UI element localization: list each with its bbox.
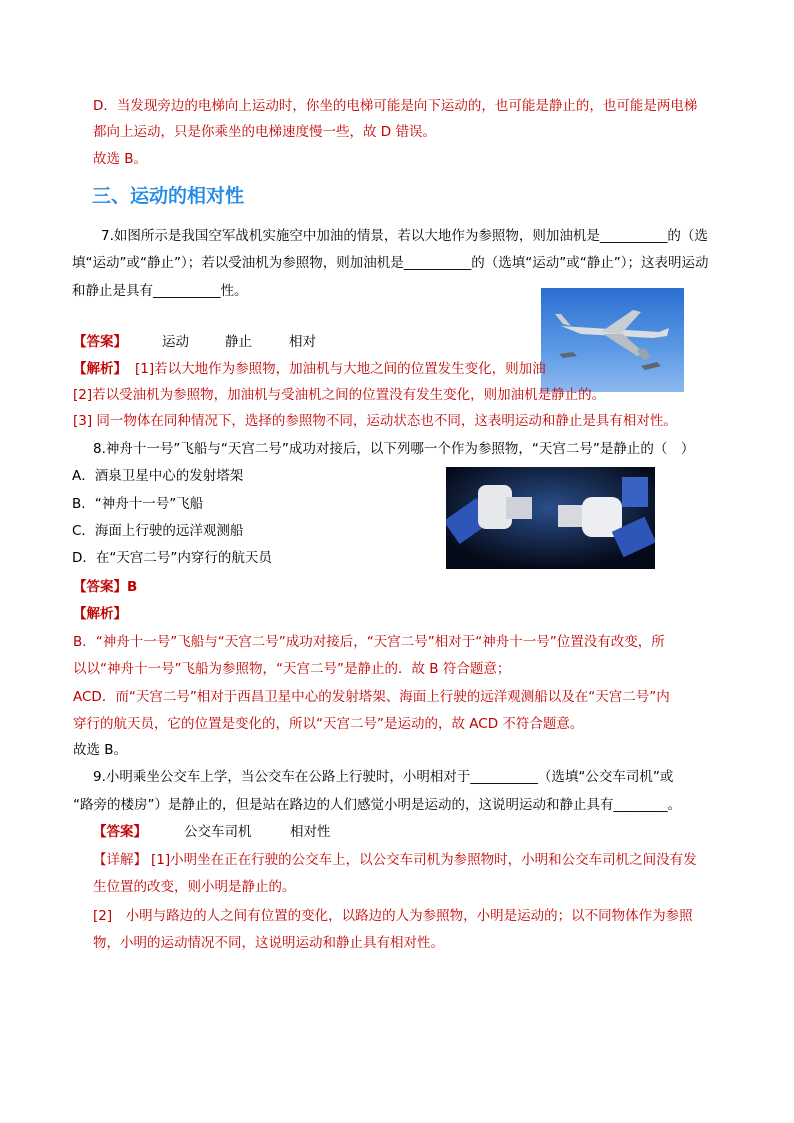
q7-analysis-line1: [1]若以大地作为参照物，加油机与大地之间的位置发生变化，则加油	[135, 361, 546, 377]
q9-stem-line2: “路旁的楼房”）是静止的，但是站在路边的人们感觉小明是运动的，这说明运动和静止具有________。	[73, 797, 681, 813]
q9-answer-2: 相对性	[290, 824, 331, 840]
q9-detail-tag: 【详解】	[93, 852, 147, 868]
space-station-docking-image	[446, 467, 655, 569]
q9-detail-line3: [2] 小明与路边的人之间有位置的变化，以路边的人为参照物，小明是运动的；以不同物体作为参照	[93, 908, 693, 924]
q8-answer-line: 【答案】B	[73, 579, 138, 595]
q7-stem-line2: 填“运动”或“静止”）；若以受油机为参照物，则加油机是__________的（选填“运动”或“静止”）；这表明运动	[72, 255, 709, 271]
q9-answer-tag: 【答案】	[93, 824, 147, 840]
q9-stem-line1: 9.小明乘坐公交车上学，当公交车在公路上行驶时，小明相对于__________（选填“公交车司机”或	[93, 769, 674, 785]
option-d-explanation-line2: 都向上运动，只是你乘坐的电梯速度慢一些，故 D 错误。	[93, 124, 436, 140]
q7-answer-1: 运动	[162, 334, 189, 350]
refueling-aircraft-image	[541, 288, 684, 392]
q8-option-c: C．海面上行驶的远洋观测船	[72, 523, 244, 539]
q8-explanation-line4: 穿行的航天员，它的位置是变化的，所以“天宫二号”是运动的，故 ACD 不符合题意。	[73, 716, 584, 732]
q7-answer-2: 静止	[225, 334, 252, 350]
section-heading: 三、运动的相对性	[92, 185, 245, 207]
q7-analysis-tag: 【解析】	[73, 361, 127, 377]
q7-stem-line3: 和静止是具有__________性。	[72, 283, 248, 299]
option-d-explanation-line1: D．当发现旁边的电梯向上运动时，你坐的电梯可能是向下运动的，也可能是静止的，也可能是两电梯	[93, 98, 698, 114]
q8-analysis-tag: 【解析】	[73, 606, 127, 622]
q8-explanation-line1: B．“神舟十一号”飞船与“天宫二号”成功对接后，“天宫二号”相对于“神舟十一号”位置没有改变，所	[73, 634, 665, 650]
q7-answer-3: 相对	[289, 334, 316, 350]
q7-answer-tag: 【答案】	[73, 334, 127, 350]
q9-detail-line2: 生位置的改变，则小明是静止的。	[93, 879, 296, 895]
q8-choose-line: 故选 B。	[73, 742, 128, 758]
q7-analysis-line3: [3] 同一物体在同种情况下，选择的参照物不同，运动状态也不同，这表明运动和静止是具有相对性。	[73, 413, 677, 429]
q8-option-b: B．“神舟十一号”飞船	[72, 496, 204, 512]
q9-detail-line4: 物，小明的运动情况不同，这说明运动和静止具有相对性。	[93, 935, 444, 951]
choose-b-line: 故选 B。	[93, 151, 148, 167]
q7-analysis-line2: [2]若以受油机为参照物，加油机与受油机之间的位置没有发生变化，则加油机是静止的。	[73, 387, 606, 403]
q8-explanation-line3: ACD．而“天宫二号”相对于西昌卫星中心的发射塔架、海面上行驶的远洋观测船以及在“天宫二号”内	[73, 689, 670, 705]
q8-stem: 8.神舟十一号”飞船与“天宫二号”成功对接后，以下列哪一个作为参照物，“天宫二号”是静止的（ ）	[93, 441, 695, 457]
q8-option-a: A．酒泉卫星中心的发射塔架	[72, 468, 244, 484]
q8-explanation-line2: 以以“神舟十一号”飞船为参照物，“天宫二号”是静止的．故 B 符合题意；	[73, 661, 511, 677]
q9-answer-1: 公交车司机	[184, 824, 252, 840]
q8-option-d: D．在“天宫二号”内穿行的航天员	[72, 550, 272, 566]
q7-stem-line1: 7.如图所示是我国空军战机实施空中加油的情景，若以大地作为参照物，则加油机是__________的（选	[101, 228, 708, 244]
q9-detail-line1: [1]小明坐在正在行驶的公交车上，以公交车司机为参照物时，小明和公交车司机之间没有发	[151, 852, 697, 868]
